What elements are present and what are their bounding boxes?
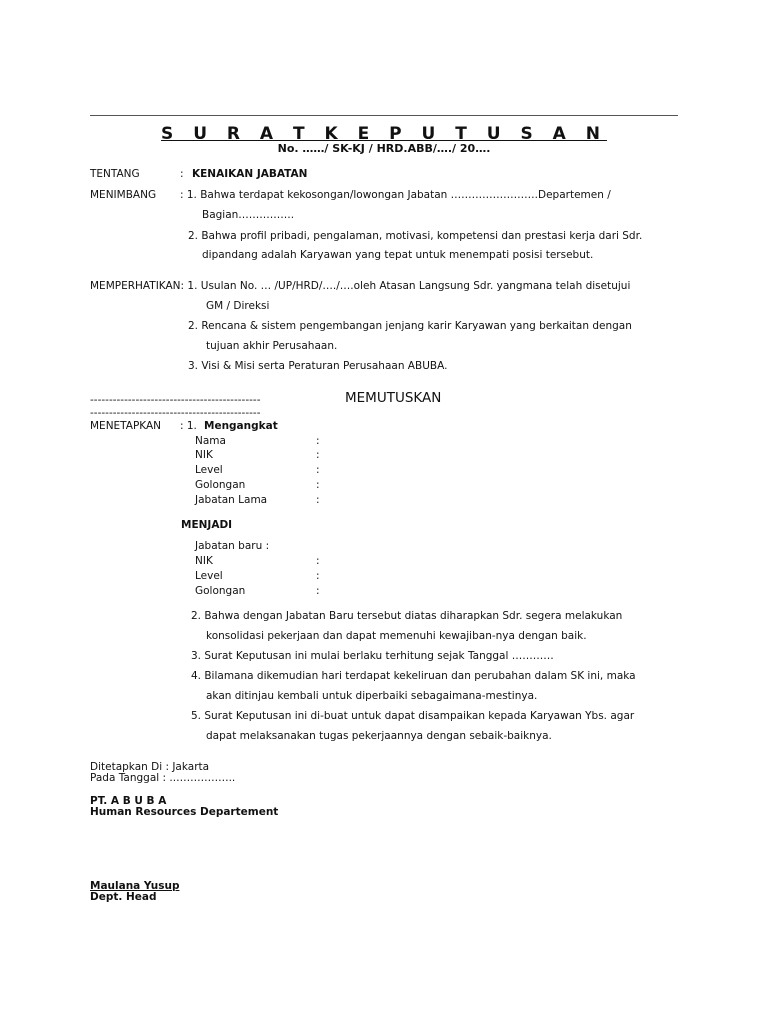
menimbang-item1-cont: Bagian……………. — [202, 209, 295, 221]
point-5: 5. Surat Keputusan ini di-buat untuk dapat disampaikan kepada Karyawan Ybs. agar — [191, 710, 635, 722]
menjadi-level-label: Level — [195, 570, 223, 582]
memutuskan-heading: MEMUTUSKAN — [345, 390, 442, 406]
divider-bottom: --------------------------------------------- — [90, 407, 261, 419]
menjadi-nik-label: NIK — [195, 555, 213, 567]
field-nama-colon: : — [316, 435, 320, 447]
field-nik-colon: : — [316, 449, 320, 461]
menjadi-golongan-colon: : — [316, 585, 320, 597]
field-jabatan-lama-colon: : — [316, 494, 320, 506]
menjadi-golongan-label: Golongan — [195, 585, 246, 597]
point-4: 4. Bilamana dikemudian hari terdapat kekeliruan dan perubahan dalam SK ini, maka — [191, 670, 636, 682]
memperhatikan-item2: 2. Rencana & sistem pengembangan jenjang karir Karyawan yang berkaitan dengan — [188, 320, 632, 332]
field-nik-label: NIK — [195, 449, 213, 461]
menimbang-item1: : 1. Bahwa terdapat kekosongan/lowongan Jabatan …………………….Departemen / — [180, 189, 611, 201]
field-golongan-colon: : — [316, 479, 320, 491]
memperhatikan-item3: 3. Visi & Misi serta Peraturan Perusahaan ABUBA. — [188, 360, 448, 372]
memperhatikan-item1-cont: GM / Direksi — [206, 300, 270, 312]
point-2: 2. Bahwa dengan Jabatan Baru tersebut diatas diharapkan Sdr. segera melakukan — [191, 610, 623, 622]
menjadi-heading: MENJADI — [181, 519, 233, 531]
top-rule — [90, 115, 678, 116]
point-4-cont: akan ditinjau kembali untuk diperbaiki sebagaimana-mestinya. — [206, 690, 538, 702]
tentang-value: KENAIKAN JABATAN — [192, 168, 308, 180]
company-name: PT. A B U B A — [90, 795, 167, 807]
field-level-colon: : — [316, 464, 320, 476]
signer-title: Dept. Head — [90, 891, 157, 903]
pada-tanggal: Pada Tanggal : ..…………….. — [90, 772, 236, 784]
menimbang-item2: 2. Bahwa profil pribadi, pengalaman, motivasi, kompetensi dan prestasi kerja dari Sdr. — [188, 230, 643, 242]
tentang-colon: : — [180, 168, 184, 180]
menetapkan-item-title: Mengangkat — [204, 420, 278, 432]
signer-name: Maulana Yusup — [90, 880, 180, 892]
point-2-cont: konsolidasi pekerjaan dan dapat memenuhi kewajiban-nya dengan baik. — [206, 630, 587, 642]
ditetapkan-di: Ditetapkan Di : Jakarta — [90, 761, 210, 773]
menimbang-item2-cont: dipandang adalah Karyawan yang tepat untuk menempati posisi tersebut. — [202, 249, 594, 261]
document-number: No. ……/ SK-KJ / HRD.ABB/…./ 20…. — [277, 142, 491, 155]
menetapkan-item-prefix: : 1. — [180, 420, 197, 432]
department-name: Human Resources Departement — [90, 806, 279, 818]
point-3: 3. Surat Keputusan ini mulai berlaku terhitung sejak Tanggal ………… — [191, 650, 554, 662]
divider-left: --------------------------------------------- — [90, 394, 261, 406]
menjadi-level-colon: : — [316, 570, 320, 582]
document-title: S U R A T K E P U T U S A N — [161, 124, 607, 144]
point-5-cont: dapat melaksanakan tugas pekerjaannya dengan sebaik-baiknya. — [206, 730, 552, 742]
tentang-label: TENTANG — [90, 168, 140, 180]
field-jabatan-lama-label: Jabatan Lama — [195, 494, 268, 506]
memperhatikan-item1: MEMPERHATIKAN: 1. Usulan No. … /UP/HRD/…./….oleh Atasan Langsung Sdr. yangmana telah disetujui — [90, 280, 631, 292]
menimbang-label: MENIMBANG — [90, 189, 157, 201]
field-golongan-label: Golongan — [195, 479, 246, 491]
field-nama-label: Nama — [195, 435, 226, 447]
jabatan-baru-label: Jabatan baru : — [195, 540, 270, 552]
field-level-label: Level — [195, 464, 223, 476]
menjadi-nik-colon: : — [316, 555, 320, 567]
menetapkan-label: MENETAPKAN — [90, 420, 162, 432]
memperhatikan-item2-cont: tujuan akhir Perusahaan. — [206, 340, 338, 352]
